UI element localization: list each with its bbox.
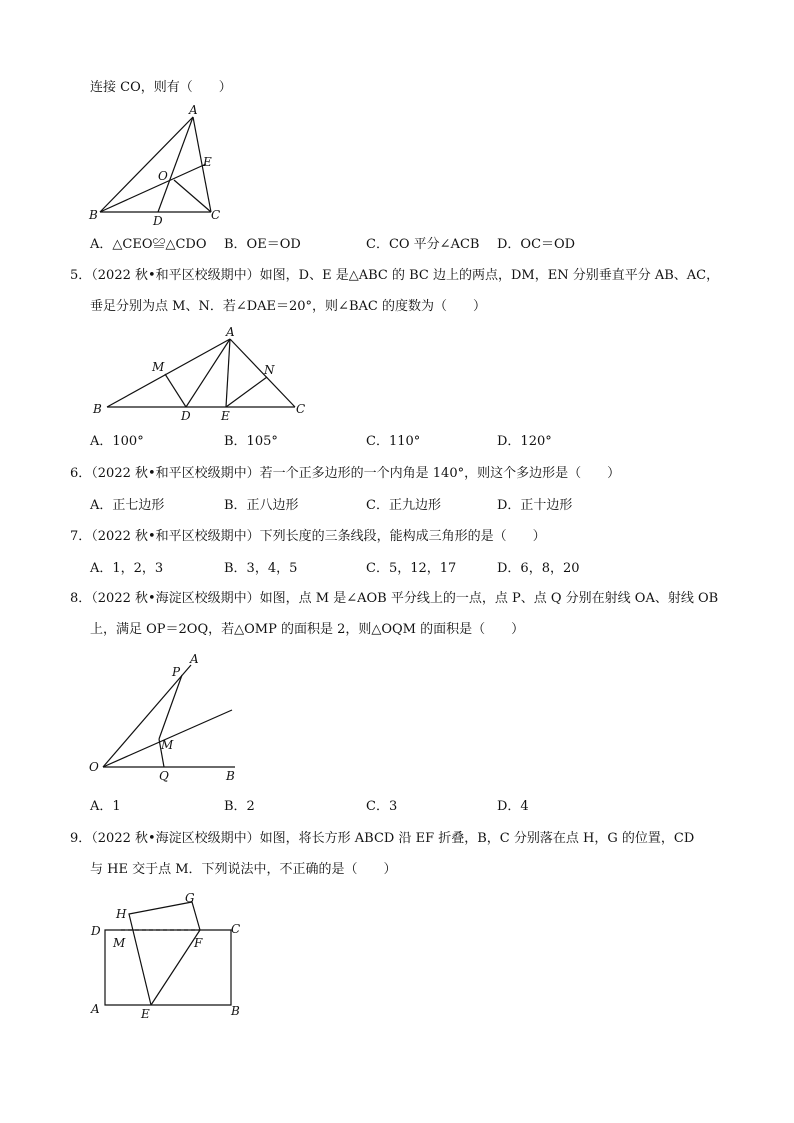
q6-option-a: A．正七边形 — [90, 498, 165, 513]
q8-label-q: Q — [159, 769, 169, 783]
q6-option-c: C．正九边形 — [366, 498, 441, 513]
q9-stem-line1: 9．（2022 秋•海淀区校级期中）如图，将长方形 ABCD 沿 EF 折叠，B，C 分别落在点 H，G 的位置，CD — [70, 831, 695, 846]
q8-label-b: B — [226, 769, 235, 783]
q4-label-c: C — [211, 208, 221, 222]
q8-label-a: A — [190, 652, 199, 666]
q5-label-c: C — [296, 402, 306, 416]
q8-stem-line2: 上，满足 OP＝2OQ，若△OMP 的面积是 2，则△OQM 的面积是（ ） — [90, 622, 525, 637]
q8-label-p: P — [172, 665, 181, 679]
q4-option-c: C．CO 平分∠ACB — [366, 237, 480, 252]
q5-figure — [90, 322, 320, 424]
q8-figure — [85, 650, 245, 784]
q6-stem: 6．（2022 秋•和平区校级期中）若一个正多边形的一个内角是 140°，则这个多边形是（ ） — [70, 466, 621, 481]
q6-option-d: D．正十边形 — [497, 498, 573, 513]
q5-label-a: A — [226, 325, 235, 339]
q9-label-a: A — [91, 1002, 100, 1016]
q9-label-m: M — [113, 936, 126, 950]
q5-option-d: D．120° — [497, 434, 552, 449]
q4-option-d: D．OC＝OD — [497, 237, 576, 252]
q7-option-a: A．1，2，3 — [90, 561, 164, 576]
q9-figure — [80, 885, 260, 1025]
q4-label-a: A — [189, 103, 198, 117]
q5-label-b: B — [93, 402, 102, 416]
q9-label-h: H — [116, 907, 127, 921]
q9-stem-line2: 与 HE 交于点 M．下列说法中，不正确的是（ ） — [90, 862, 397, 877]
q4-figure — [80, 100, 240, 230]
q5-label-n: N — [264, 363, 275, 377]
q8-label-o: O — [89, 760, 99, 774]
q5-option-b: B．105° — [224, 434, 278, 449]
q4-option-b: B．OE＝OD — [224, 237, 301, 252]
q9-label-c: C — [231, 922, 241, 936]
q5-stem-line2: 垂足分别为点 M、N．若∠DAE＝20°，则∠BAC 的度数为（ ） — [90, 299, 486, 314]
q7-option-c: C．5，12，17 — [366, 561, 457, 576]
q5-label-e: E — [221, 409, 230, 423]
q4-label-b: B — [89, 208, 98, 222]
q6-option-b: B．正八边形 — [224, 498, 299, 513]
q7-stem: 7．（2022 秋•和平区校级期中）下列长度的三条线段，能构成三角形的是（ ） — [70, 529, 546, 544]
q5-label-d: D — [181, 409, 191, 423]
q8-option-c: C．3 — [366, 799, 398, 814]
q7-option-b: B．3，4，5 — [224, 561, 298, 576]
q4-option-a: A．△CEO≌△CDO — [90, 237, 207, 252]
q4-continuation: 连接 CO，则有（ ） — [90, 80, 232, 95]
q5-stem-line1: 5．（2022 秋•和平区校级期中）如图，D、E 是△ABC 的 BC 边上的两点，DM，EN 分别垂直平分 AB、AC， — [70, 268, 720, 283]
q5-option-c: C．110° — [366, 434, 421, 449]
q5-option-a: A．100° — [90, 434, 144, 449]
q9-label-e: E — [141, 1007, 150, 1021]
q8-option-b: B．2 — [224, 799, 255, 814]
q4-label-o: O — [158, 169, 168, 183]
q8-option-a: A．1 — [90, 799, 121, 814]
q4-label-d: D — [153, 214, 163, 228]
q8-label-m: M — [161, 738, 174, 752]
q9-label-f: F — [194, 936, 203, 950]
q9-label-b: B — [231, 1004, 240, 1018]
q7-option-d: D．6，8，20 — [497, 561, 580, 576]
q8-stem-line1: 8．（2022 秋•海淀区校级期中）如图，点 M 是∠AOB 平分线上的一点，点 P、点 Q 分别在射线 OA、射线 OB — [70, 591, 719, 606]
q8-option-d: D．4 — [497, 799, 529, 814]
q5-label-m: M — [152, 360, 165, 374]
q9-label-d: D — [91, 924, 101, 938]
q9-label-g: G — [185, 891, 195, 905]
q4-label-e: E — [203, 155, 212, 169]
